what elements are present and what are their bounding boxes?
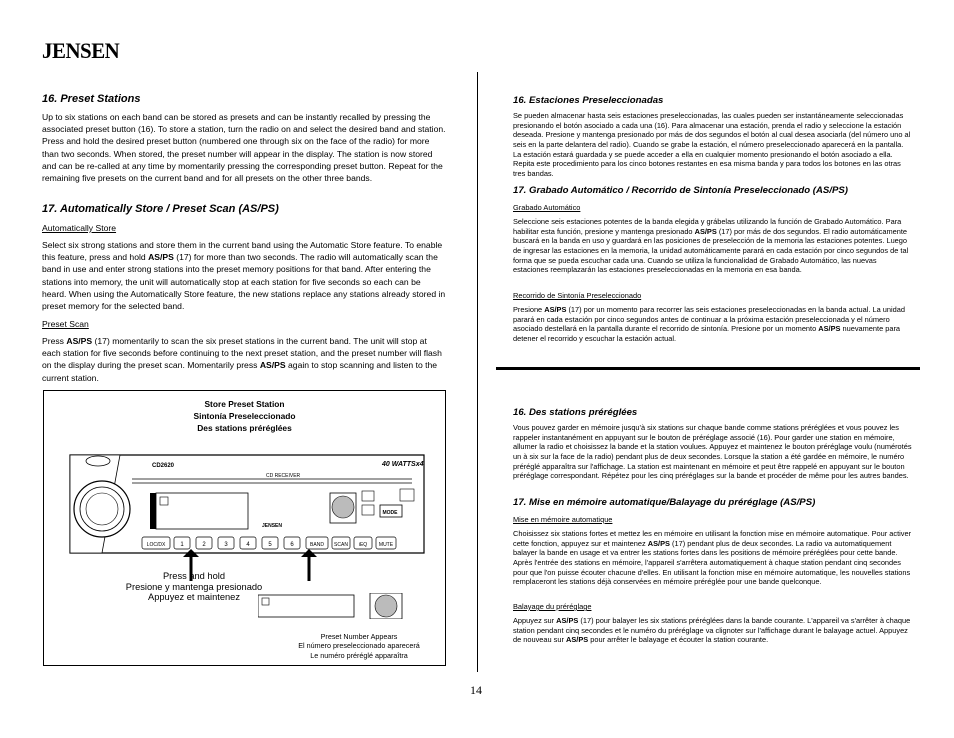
fr-section-17-title: 17. Mise en mémoire automatique/Balayage du préréglage (AS/PS): [513, 497, 816, 508]
es-scan-heading: Recorrido de Sintonía Preseleccionado: [513, 291, 642, 300]
svg-text:3: 3: [224, 542, 228, 548]
preset-figure: [43, 390, 446, 666]
svg-text:CD RECEIVER: CD RECEIVER: [266, 473, 301, 479]
car-radio-illustration: [62, 449, 432, 561]
display-detail: [258, 593, 408, 619]
svg-text:4: 4: [246, 542, 250, 548]
fr-auto-body: Choisissez six stations fortes et mettez les en mémoire en utilisant la fonction mise en mémoire automatique. Pour activer cette fonction, appuyez sur et maintenez AS/PS (17) pendant plus de deux secondes. La radio va automatiquement balayer la bande en usage et va entrer les stations fortes dans les positions de mémoire préréglées pour cette bande. Après l'entrée des stations en mémoire, l'appareil s'arrêtera automatiquement à chaque station pendant cinq secondes pour que l'on puisse écouter chacune d'elles. En utilisant la fonction mise en mémoire automatique, les nouvelles stations remplaceront les stations déjà conservées en mémoire préréglée pour une bande quelconque.: [513, 529, 912, 587]
page-number: 14: [470, 683, 482, 697]
es-section-16-title: 16. Estaciones Preseleccionadas: [513, 95, 664, 106]
section-16-title: 16. Preset Stations: [42, 93, 141, 105]
svg-text:1: 1: [180, 542, 184, 548]
fr-scan-heading: Balayage du préréglage: [513, 602, 592, 611]
fr-auto-heading: Mise en mémoire automatique: [513, 515, 613, 524]
section-17-title: 17. Automatically Store / Preset Scan (AS/PS): [42, 203, 279, 215]
column-divider: [477, 72, 478, 672]
auto-store-heading: Automatically Store: [42, 223, 117, 233]
svg-text:BAND: BAND: [310, 542, 324, 548]
es-scan-body: Presione AS/PS (17) por un momento para recorrer las seis estaciones preseleccionadas en la banda actual. La unidad parará en cada estación por cinco segundos antes de continuar a la próxima estación preseleccionada y el número asociado destellará en la pantalla durante el recorrido de sintonía. Presione por un momento AS/PS nuevamente para detener el recorrido y escuchar la estación actual.: [513, 305, 905, 343]
section-rule: [496, 367, 920, 370]
svg-text:2: 2: [202, 542, 206, 548]
jensen-logo: JENSEN: [42, 38, 120, 63]
es-auto-body: Seleccione seis estaciones potentes de la banda elegida y grábelas utilizando la función de Grabado Automático. Para habilitar esta función, presione y mantenga presionado AS/PS (17) por más de dos segundos. El radio automáticamente buscará en la banda en uso y guardará en las posiciones de preselección de la memoria las estaciones potentes. Luego de ingresar las estaciones en la memoria, la unidad automáticamente parará en cada estación por cinco segundos de tal forma que se pueda escuchar cada una. Cuando se utiliza la funcionalidad de Grabado Automático, las nuevas estaciones reemplazarán las estaciones preseleccionadas en la memoria en esa banda.: [513, 217, 909, 275]
section-16-body: Up to six stations on each band can be stored as presets and can be instantly recalled by pressing the associated preset button (16). To store a station, turn the radio on and select the desired band and station. Press and hold the desired preset button (numbered one through six on the face of the radio) for more than two seconds. When stored, the preset number will appear in the display. The station is now stored and can be re-called at any time by momentarily pressing the corresponding preset button. Repeat for the remaining five presets on the current band and for all presets on the other three bands.: [42, 112, 446, 184]
svg-text:MODE: MODE: [382, 510, 398, 516]
es-section-17-title: 17. Grabado Automático / Recorrido de Sintonía Preseleccionado (AS/PS): [513, 185, 848, 196]
figure-title-en: Store Preset Station: [204, 399, 285, 409]
preset-scan-body: Press AS/PS (17) momentarily to scan the six preset stations in the current band. The unit will stop at each station for five seconds before continuing to the next preset station, and the preset number will flash on the display during the preset scan. Momentarily press AS/PS again to stop scanning and listen to the current station.: [42, 336, 442, 383]
svg-text:6: 6: [290, 542, 294, 548]
lcd-display: [156, 493, 248, 529]
svg-text:iEQ: iEQ: [358, 542, 368, 548]
preset-appears-caption: Preset Number Appears El número preseleccionado aparecerá Le numéro préréglé apparaîtra: [298, 632, 420, 660]
auto-store-body: Select six strong stations and store them in the current band using the Automatic Store feature. To enable this feature, press and hold AS/PS (17) for more than two seconds. The radio will automatically scan the band in use and enter strong stations into the preset memory positions for that band. After entering the stations into memory, the unit will automatically stop at each station for five seconds so each can be heard. When using the Automatically Store feature, the new stations replace any stations already stored in preset memory for the selected band.: [42, 240, 446, 312]
es-section-16-body: Se pueden almacenar hasta seis estaciones preseleccionadas, las cuales pueden ser instantáneamente seleccionadas presionando el botón asociado a cada una (16). Para almacenar una estación, prenda el radio y seleccione la estación deseada. Presione y mantenga presionado por más de dos segundos el botón al cual desea asociarla (del número uno al seis en la parte delantera del radio). Cuando se grabe la estación, el número preseleccionado aparecerá en la pantalla. La estación estará guardada y se puede acceder a ella en cualquier momento presionando el botón asociado a ella. Repita este procedimiento para los cinco botones restantes en esa misma banda y para todos los botones en las otras tres bandas.: [513, 111, 911, 178]
svg-text:SCAN: SCAN: [334, 542, 348, 548]
svg-text:5: 5: [268, 542, 272, 548]
svg-text:40 WATTSx4: 40 WATTSx4: [382, 461, 424, 468]
fr-section-16-title: 16. Des stations préréglées: [513, 407, 638, 418]
svg-text:LOC/DX: LOC/DX: [146, 542, 166, 548]
svg-text:CD2620: CD2620: [152, 463, 175, 469]
figure-title-fr: Des stations préréglées: [197, 423, 292, 433]
preset-scan-heading: Preset Scan: [42, 319, 89, 329]
svg-text:MUTE: MUTE: [378, 542, 394, 548]
svg-text:JENSEN: JENSEN: [262, 523, 283, 529]
es-auto-heading: Grabado Automático: [513, 203, 581, 212]
cd-icon: [332, 496, 354, 518]
fr-scan-body: Appuyez sur AS/PS (17) pour balayer les six stations préréglées dans la bande courante. L'appareil va s'arrêter à chaque station pendant cinq secondes et le numéro du préréglage va clignoter sur l'affichage durant le balayage actuel. Appuyez de nouveau sur AS/PS pour arrêter le balayage et écouter la station courante.: [513, 616, 911, 645]
figure-title-es: Sintonía Preseleccionado: [193, 411, 296, 421]
fr-section-16-body: Vous pouvez garder en mémoire jusqu'à six stations sur chaque bande comme stations préréglées et vous pouvez les rappeler instantanément en appuyant sur le bouton de préréglage associé (16). Pour garder une station en mémoire, allumer la radio et choisissez la bande et la station voulues. Appuyez et maintenez le bouton préréglage voulu (numérotés un à six sur la face de la radio) pendant plus de deux secondes. Lorsque la station a été gardée en mémoire, le numéro préréglé apparaîtra sur l'affichage. La station est maintenant en mémoire et peut être rappelé en appuyant sur le bouton préréglage correspondant. Répétez pour les cinq préréglages sur la bande et procéder de même pour les autres bandes.: [513, 423, 912, 481]
press-hold-caption: Press and hold Presione y mantenga presionado Appuyez et maintenez: [125, 571, 263, 603]
